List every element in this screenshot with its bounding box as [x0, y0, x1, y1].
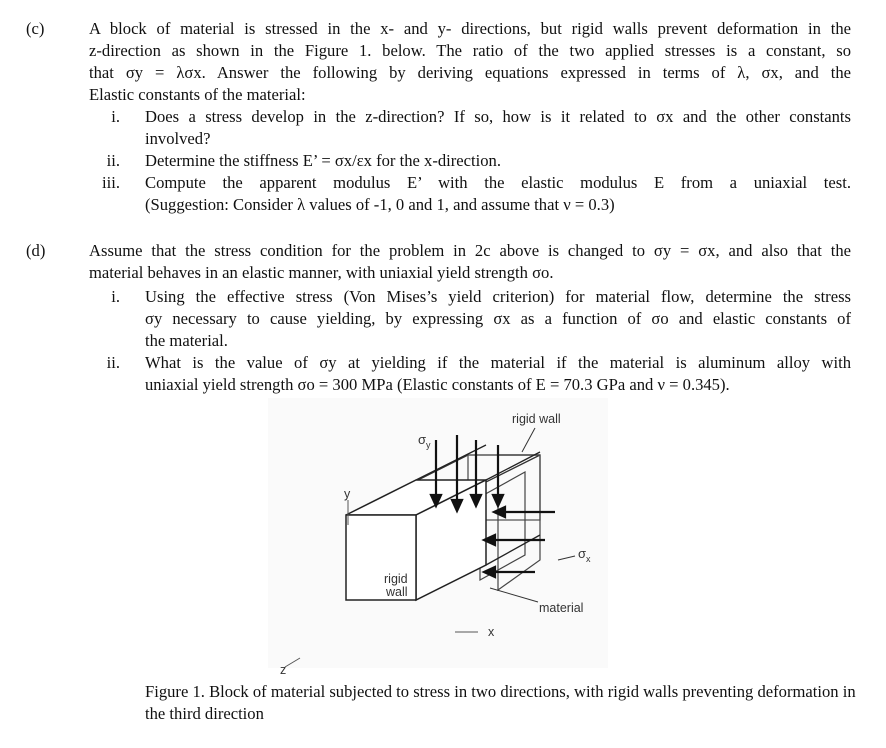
item-line: the material.: [145, 331, 228, 350]
item-line: Determine the stiffness E’ = σx/εx for the x-direction.: [145, 151, 501, 170]
axis-x-label: x: [488, 625, 495, 639]
rigid-wall-front-label-1: rigid: [384, 572, 408, 586]
axis-z-label: z: [280, 663, 287, 677]
part-c-intro-line: A block of material is stressed in the x- and y- directions, but rigid walls prevent deformation in the: [89, 19, 851, 38]
sigma-y-label: $\sigma_y$: [418, 432, 431, 450]
part-d-label: (d): [26, 241, 46, 260]
item-line: Does a stress develop in the z-direction? If so, how is it related to σx and the other constants: [145, 107, 851, 126]
sigma-x-label: $\sigma_x$: [578, 546, 591, 564]
axis-y-label: y: [344, 487, 351, 501]
item-number: iii.: [102, 173, 120, 192]
item-number: ii.: [106, 151, 120, 170]
item-line: involved?: [145, 129, 211, 148]
item-number: i.: [111, 287, 120, 306]
part-d-intro-line: Assume that the stress condition for the problem in 2c above is changed to σy = σx, and also that the: [89, 241, 851, 260]
item-number: ii.: [106, 353, 120, 372]
item-line: What is the value of σy at yielding if the material if the material is aluminum alloy with: [145, 353, 851, 372]
rigid-wall-top-label: rigid wall: [512, 412, 561, 426]
item-line: (Suggestion: Consider λ values of -1, 0 and 1, and assume that ν = 0.3): [145, 195, 615, 214]
item-line: uniaxial yield strength σo = 300 MPa (Elastic constants of E = 70.3 GPa and ν = 0.345).: [145, 375, 730, 394]
item-line: Compute the apparent modulus E’ with the elastic modulus E from a uniaxial test.: [145, 173, 851, 192]
material-label: material: [539, 601, 584, 615]
part-c-intro-line: that σy = λσx. Answer the following by deriving equations expressed in terms of λ, σx, and the: [89, 63, 851, 82]
part-c-label: (c): [26, 19, 45, 38]
item-number: i.: [111, 107, 120, 126]
figure-caption: Figure 1. Block of material subjected to stress in two directions, with rigid walls preventing deformation in the third direction: [145, 682, 856, 723]
part-c-intro-line: Elastic constants of the material:: [89, 85, 306, 104]
rigid-wall-front-label-2: wall: [386, 585, 408, 599]
item-line: σy necessary to cause yielding, by expressing σx as a function of σo and elastic constants of: [145, 309, 851, 328]
part-d-intro-line: material behaves in an elastic manner, with uniaxial yield strength σo.: [89, 263, 554, 282]
part-c-intro-line: z-direction as shown in the Figure 1. below. The ratio of the two applied stresses is a constant, so: [89, 41, 851, 60]
item-line: Using the effective stress (Von Mises’s yield criterion) for material flow, determine the stress: [145, 287, 851, 306]
